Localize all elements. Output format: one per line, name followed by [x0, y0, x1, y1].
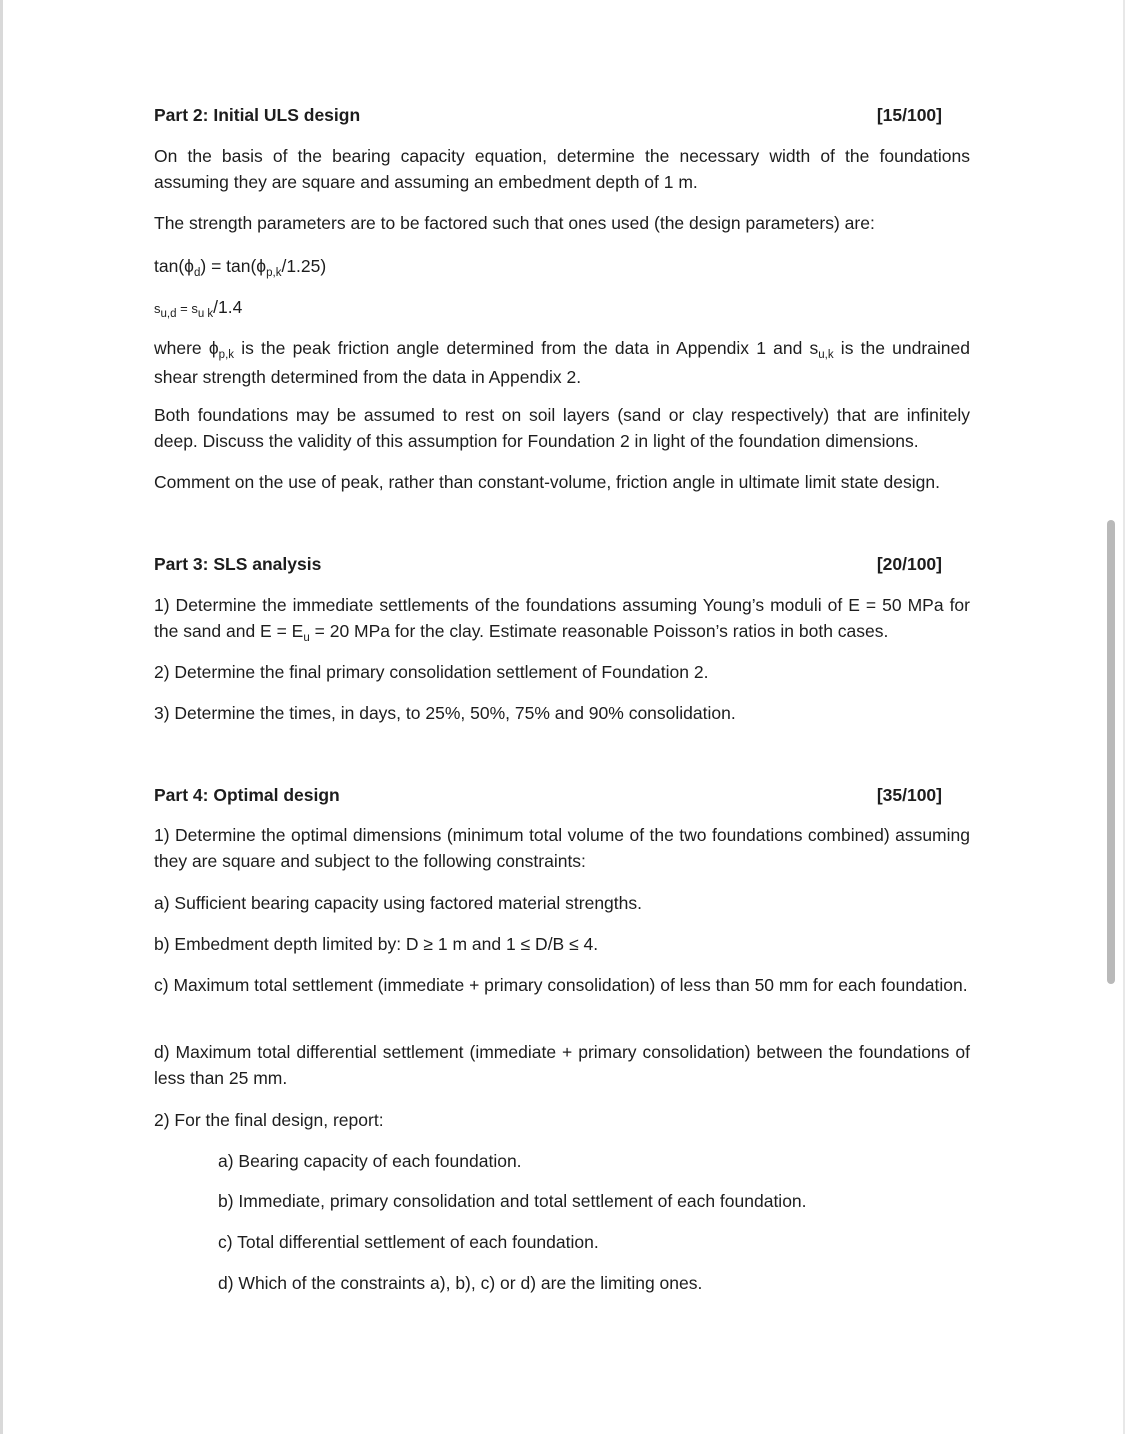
part2-paragraph-2: The strength parameters are to be factored such that ones used (the design parameters) are:	[154, 213, 875, 233]
part4-question-1: 1) Determine the optimal dimensions (minimum total volume of the two foundations combined) assuming they are square and subject to the following constraints:	[154, 825, 970, 871]
part2-paragraph-1: On the basis of the bearing capacity equation, determine the necessary width of the foundations assuming they are square and assuming an embedment depth of 1 m.	[154, 146, 970, 192]
constraint-c: c) Maximum total settlement (immediate + primary consolidation) of less than 50 mm for each foundation.	[154, 975, 968, 995]
constraint-d: d) Maximum total differential settlement (immediate + primary consolidation) between the foundations of less than 25 mm.	[154, 1042, 970, 1088]
part3-question-3: 3) Determine the times, in days, to 25%, 50%, 75% and 90% consolidation.	[154, 703, 736, 723]
part4-question-2: 2) For the final design, report:	[154, 1110, 384, 1130]
equation-friction-angle: $\tan(\phi_d) = \tan(\phi_{p,k}/1.25)$	[154, 256, 327, 279]
part2-paragraph-5: Comment on the use of peak, rather than constant-volume, friction angle in ultimate limit state design.	[154, 472, 940, 492]
report-item-d: d) Which of the constraints a), b), c) or d) are the limiting ones.	[218, 1273, 703, 1293]
constraint-a: a) Sufficient bearing capacity using factored material strengths.	[154, 893, 642, 913]
constraint-b: b) Embedment depth limited by: D ≥ 1 m and 1 ≤ D/B ≤ 4.	[154, 934, 599, 954]
part3-question-1: 1) Determine the immediate settlements of the foundations assuming Young’s moduli of E = 50 MPa for the sand and $E = E_u = 20$ MPa for the clay. Estimate reasonable Poisson’s ratios in both cases.	[154, 595, 970, 644]
part2-heading	[154, 102, 942, 128]
part2-paragraph-3: where $\phi_{p,k}$ is the peak friction angle determined from the data in Appendix 1 and $s_{u,k}$ is the undrained shear strength determined from the data in Appendix 2.	[154, 338, 971, 387]
part2-marks: [15/100]	[876, 105, 942, 125]
part3-marks: [20/100]	[876, 554, 942, 574]
report-item-c: c) Total differential settlement of each foundation.	[218, 1232, 599, 1252]
page-left-edge	[0, 0, 3, 1434]
part4-heading	[154, 782, 942, 808]
equation-undrained-strength: $s_{u,d} = s_{u k}/1.4$	[154, 297, 243, 320]
part3-heading	[154, 551, 942, 577]
part3-title: Part 3: SLS analysis	[154, 554, 322, 574]
scrollbar-thumb[interactable]	[1107, 520, 1115, 984]
part4-marks: [35/100]	[876, 785, 942, 805]
part3-question-2: 2) Determine the final primary consolidation settlement of Foundation 2.	[154, 662, 709, 682]
part2-title: Part 2: Initial ULS design	[154, 105, 361, 125]
part2-paragraph-4: Both foundations may be assumed to rest on soil layers (sand or clay respectively) that are infinitely deep. Discuss the validity of this assumption for Foundation 2 in light of the foundation dimensions.	[154, 405, 970, 451]
report-item-a: a) Bearing capacity of each foundation.	[218, 1151, 522, 1171]
report-item-b: b) Immediate, primary consolidation and total settlement of each foundation.	[218, 1191, 807, 1211]
part4-title: Part 4: Optimal design	[154, 785, 340, 805]
